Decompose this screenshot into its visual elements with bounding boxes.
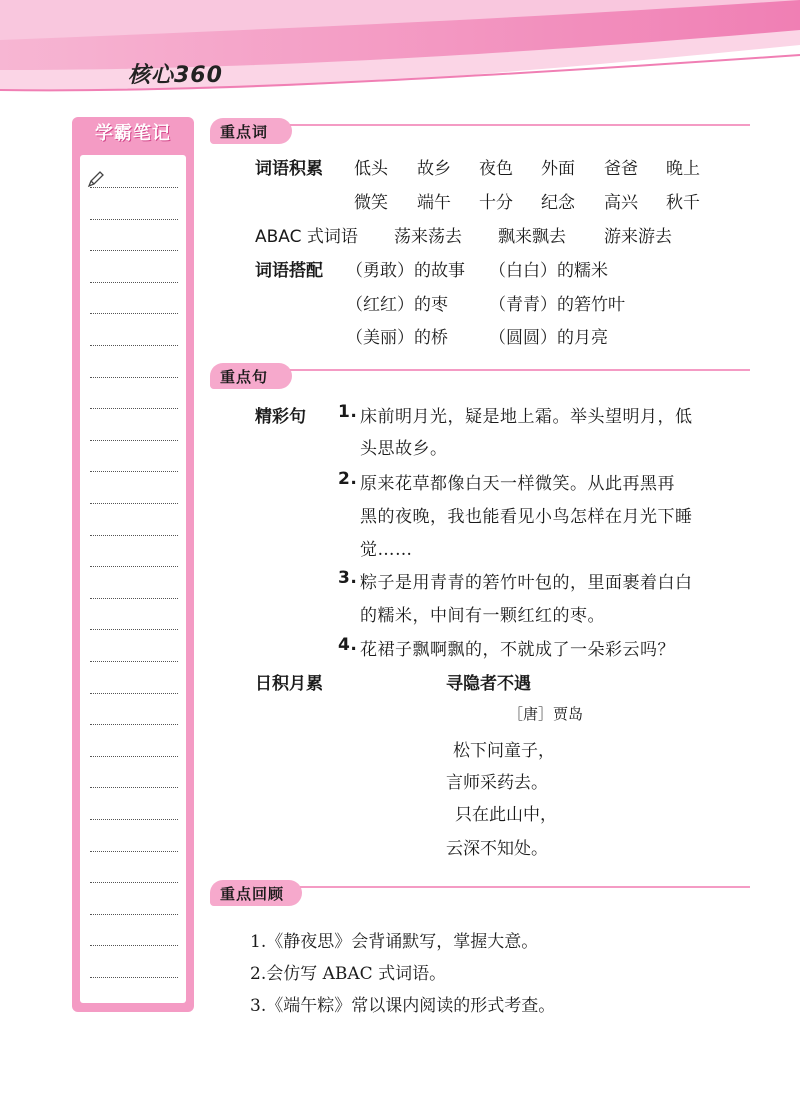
tag-label: 重点回顾 [220,885,285,903]
sentence-line: 花裙子飘啊飘的，不就成了一朵彩云吗？ [360,640,675,660]
brand-logo: 核心360 [128,63,223,88]
note-line [90,629,178,630]
pencil-icon [86,169,106,189]
word: 秋千 [666,193,700,213]
note-line [90,187,178,188]
note-line [90,503,178,504]
collocation-label: 词语搭配 [255,261,323,281]
word: 夜色 [479,159,513,179]
sentence-line: 原来花草都像白天一样微笑。从此再黑再 [360,474,675,494]
note-line [90,440,178,441]
collocation: （圆圆）的月亮 [489,328,608,348]
accumulation-label: 词语积累 [255,159,323,179]
sentence-number: 1. [338,402,358,422]
sentence-line: 床前明月光，疑是地上霜。举头望明月，低 [360,407,693,427]
note-line [90,598,178,599]
notes-paper[interactable] [80,155,186,1003]
note-line [90,724,178,725]
abac-label: ABAC 式词语 [255,227,358,247]
sentence-line: 的糯米，中间有一颗红红的枣。 [360,606,605,626]
word: 纪念 [541,193,575,213]
word: 爸爸 [604,159,638,179]
note-line [90,756,178,757]
note-line [90,787,178,788]
collocation: （白白）的糯米 [489,261,608,281]
tag-label: 重点句 [220,368,269,386]
word: 十分 [479,193,513,213]
note-line [90,977,178,978]
sentence-line: 黑的夜晚，我也能看见小鸟怎样在月光下睡 [360,507,693,527]
sentence-line: 头思故乡。 [360,439,448,459]
tag-line [290,369,750,371]
note-line [90,882,178,883]
section-tag-review [210,880,750,906]
word: 飘来飘去 [498,227,566,247]
poem-section-label: 日积月累 [255,674,323,694]
section-tag-key-sentences [210,363,750,389]
sentences-label: 精彩句 [255,407,306,427]
poem-author: ［唐］贾岛 [508,705,584,723]
poem-line: 只在此山中， [455,805,557,825]
collocation: （红红）的枣 [346,295,448,315]
sentence-number: 3. [338,568,358,588]
header-banner [0,0,800,100]
collocation: （勇敢）的故事 [346,261,465,281]
note-line [90,313,178,314]
note-line [90,566,178,567]
poem-title: 寻隐者不遇 [446,674,531,694]
note-line [90,945,178,946]
note-line [90,914,178,915]
notes-sidebar [72,117,194,1012]
sentence-number: 2. [338,469,358,489]
sentence-number: 4. [338,635,358,655]
word: 游来游去 [604,227,672,247]
note-line [90,851,178,852]
tag-line [290,124,750,126]
word: 端午 [417,193,451,213]
word: 微笑 [354,193,388,213]
poem-line: 云深不知处。 [446,839,548,859]
review-item: 1.《静夜思》会背诵默写，掌握大意。 [250,932,539,952]
word: 低头 [354,159,388,179]
section-tag-key-words [210,118,750,144]
word: 外面 [541,159,575,179]
note-line [90,282,178,283]
note-line [90,471,178,472]
sentence-line: 觉…… [360,540,413,560]
collocation: （青青）的箬竹叶 [489,295,625,315]
sentence-line: 粽子是用青青的箬竹叶包的，里面裹着白白 [360,573,693,593]
note-line [90,377,178,378]
word: 高兴 [604,193,638,213]
word: 晚上 [666,159,700,179]
collocation: （美丽）的桥 [346,328,448,348]
word: 荡来荡去 [394,227,462,247]
note-line [90,535,178,536]
note-line [90,408,178,409]
poem-line: 松下问童子， [453,741,555,761]
poem-line: 言师采药去。 [446,773,548,793]
tag-label: 重点词 [220,123,269,141]
review-item: 2.会仿写 ABAC 式词语。 [250,964,447,984]
note-line [90,661,178,662]
word: 故乡 [417,159,451,179]
note-line [90,819,178,820]
review-item: 3.《端午粽》常以课内阅读的形式考查。 [250,996,556,1016]
tag-line [300,886,750,888]
notes-title: 学霸笔记 [95,123,171,144]
note-line [90,250,178,251]
note-line [90,693,178,694]
note-line [90,219,178,220]
note-line [90,345,178,346]
